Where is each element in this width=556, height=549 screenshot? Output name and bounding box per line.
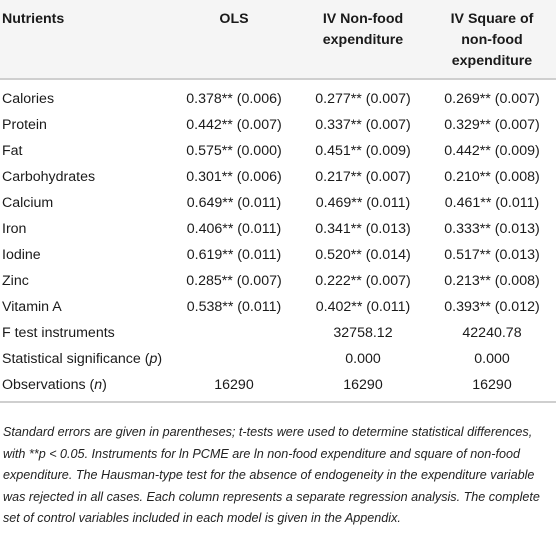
- cell-ols: 0.538** (0.011): [186, 299, 282, 315]
- cell-iv-square: 0.269** (0.007): [444, 91, 540, 107]
- cell-ols: 0.575** (0.000): [186, 143, 282, 159]
- table-row: [0, 112, 556, 138]
- table-row: [0, 346, 556, 372]
- table-row: [0, 138, 556, 164]
- cell-ols: 0.378** (0.006): [186, 91, 282, 107]
- cell-iv-nonfood: 32758.12: [333, 325, 393, 341]
- row-label-symbol: n: [94, 377, 103, 393]
- cell-iv-square: 0.442** (0.009): [444, 143, 540, 159]
- header-iv-square-line3: expenditure: [451, 53, 533, 69]
- header-ols-text: OLS: [219, 11, 249, 27]
- cell-iv-nonfood: 0.222** (0.007): [315, 273, 411, 289]
- table-header: [0, 0, 556, 79]
- cell-ols: [170, 346, 298, 372]
- row-label: F test instruments: [2, 325, 115, 341]
- cell-ols: [170, 320, 298, 346]
- cell-iv-square: 16290: [472, 377, 512, 393]
- header-nutrients-text: Nutrients: [2, 11, 65, 27]
- row-label: Carbohydrates: [2, 169, 96, 185]
- row-label-prefix: Observations (: [2, 377, 95, 393]
- cell-iv-square: 0.333** (0.013): [444, 221, 540, 237]
- table-row: [0, 79, 556, 112]
- cell-iv-nonfood: 0.337** (0.007): [315, 117, 411, 133]
- cell-ols: 0.649** (0.011): [186, 195, 282, 211]
- row-label: Fat: [2, 143, 23, 159]
- row-label: Zinc: [2, 273, 29, 289]
- cell-iv-nonfood: 0.341** (0.013): [315, 221, 411, 237]
- table-row: [0, 242, 556, 268]
- cell-iv-square: 0.210** (0.008): [444, 169, 540, 185]
- header-nutrients: [0, 0, 170, 79]
- cell-ols: 16290: [214, 377, 254, 393]
- cell-iv-nonfood: 0.217** (0.007): [315, 169, 411, 185]
- table-body: [0, 79, 556, 402]
- cell-iv-nonfood: 0.469** (0.011): [315, 195, 411, 211]
- header-iv-square-line1: IV Square of: [450, 11, 534, 27]
- cell-iv-square: 0.000: [474, 351, 510, 367]
- table-row: [0, 294, 556, 320]
- header-row: [0, 0, 556, 79]
- row-label-prefix: Statistical significance (: [2, 351, 150, 367]
- cell-iv-nonfood: 0.000: [345, 351, 381, 367]
- header-iv-square: [428, 0, 556, 79]
- cell-ols: 0.285** (0.007): [186, 273, 282, 289]
- table-row: [0, 372, 556, 402]
- cell-iv-square: 0.393** (0.012): [444, 299, 540, 315]
- cell-ols: 0.406** (0.011): [186, 221, 282, 237]
- cell-ols: 0.619** (0.011): [186, 247, 282, 263]
- cell-iv-nonfood: 16290: [343, 377, 383, 393]
- header-iv-square-line2: non-food: [461, 32, 523, 48]
- row-label: Iron: [2, 221, 27, 237]
- table-footnote-text: Standard errors are given in parentheses; t-tests were used to determine statistical differences, with **p < 0.05. Instruments for ln PCME are ln non-food expenditure and square of non-food expenditure. The Hausman-type test for the absence of endogeneity in the expenditure variable was rejected in all cases. Each column represents a separate regression analysis. The complete set of control variables included in each model is given in the Appendix.: [3, 425, 540, 525]
- cell-iv-square: 0.329** (0.007): [444, 117, 540, 133]
- table-row: [0, 190, 556, 216]
- header-iv-nonfood-line1: IV Non-food: [322, 11, 404, 27]
- row-label: Iodine: [2, 247, 41, 263]
- row-label: Vitamin A: [2, 299, 62, 315]
- cell-iv-nonfood: 0.277** (0.007): [315, 91, 411, 107]
- cell-iv-square: 42240.78: [462, 325, 522, 341]
- row-label-symbol: p: [149, 351, 158, 367]
- cell-ols: 0.442** (0.007): [186, 117, 282, 133]
- row-label: [0, 346, 170, 372]
- row-label: Calories: [2, 91, 55, 107]
- cell-iv-square: 0.517** (0.013): [444, 247, 540, 263]
- header-iv-nonfood: [298, 0, 428, 79]
- row-label: Calcium: [2, 195, 54, 211]
- header-iv-nonfood-line2: expenditure: [322, 32, 404, 48]
- cell-iv-nonfood: 0.451** (0.009): [315, 143, 411, 159]
- table-row: [0, 216, 556, 242]
- cell-iv-nonfood: 0.402** (0.011): [315, 299, 411, 315]
- table-row: [0, 320, 556, 346]
- table-footnote: [3, 422, 553, 530]
- cell-iv-square: 0.461** (0.011): [444, 195, 540, 211]
- cell-iv-square: 0.213** (0.008): [444, 273, 540, 289]
- cell-ols: 0.301** (0.006): [186, 169, 282, 185]
- header-ols: [170, 0, 298, 79]
- row-label-suffix: ): [157, 351, 163, 367]
- table-row: [0, 268, 556, 294]
- row-label-suffix: ): [102, 377, 107, 393]
- cell-iv-nonfood: 0.520** (0.014): [315, 247, 411, 263]
- row-label: Protein: [2, 117, 47, 133]
- table-row: [0, 164, 556, 190]
- row-label: [0, 372, 170, 402]
